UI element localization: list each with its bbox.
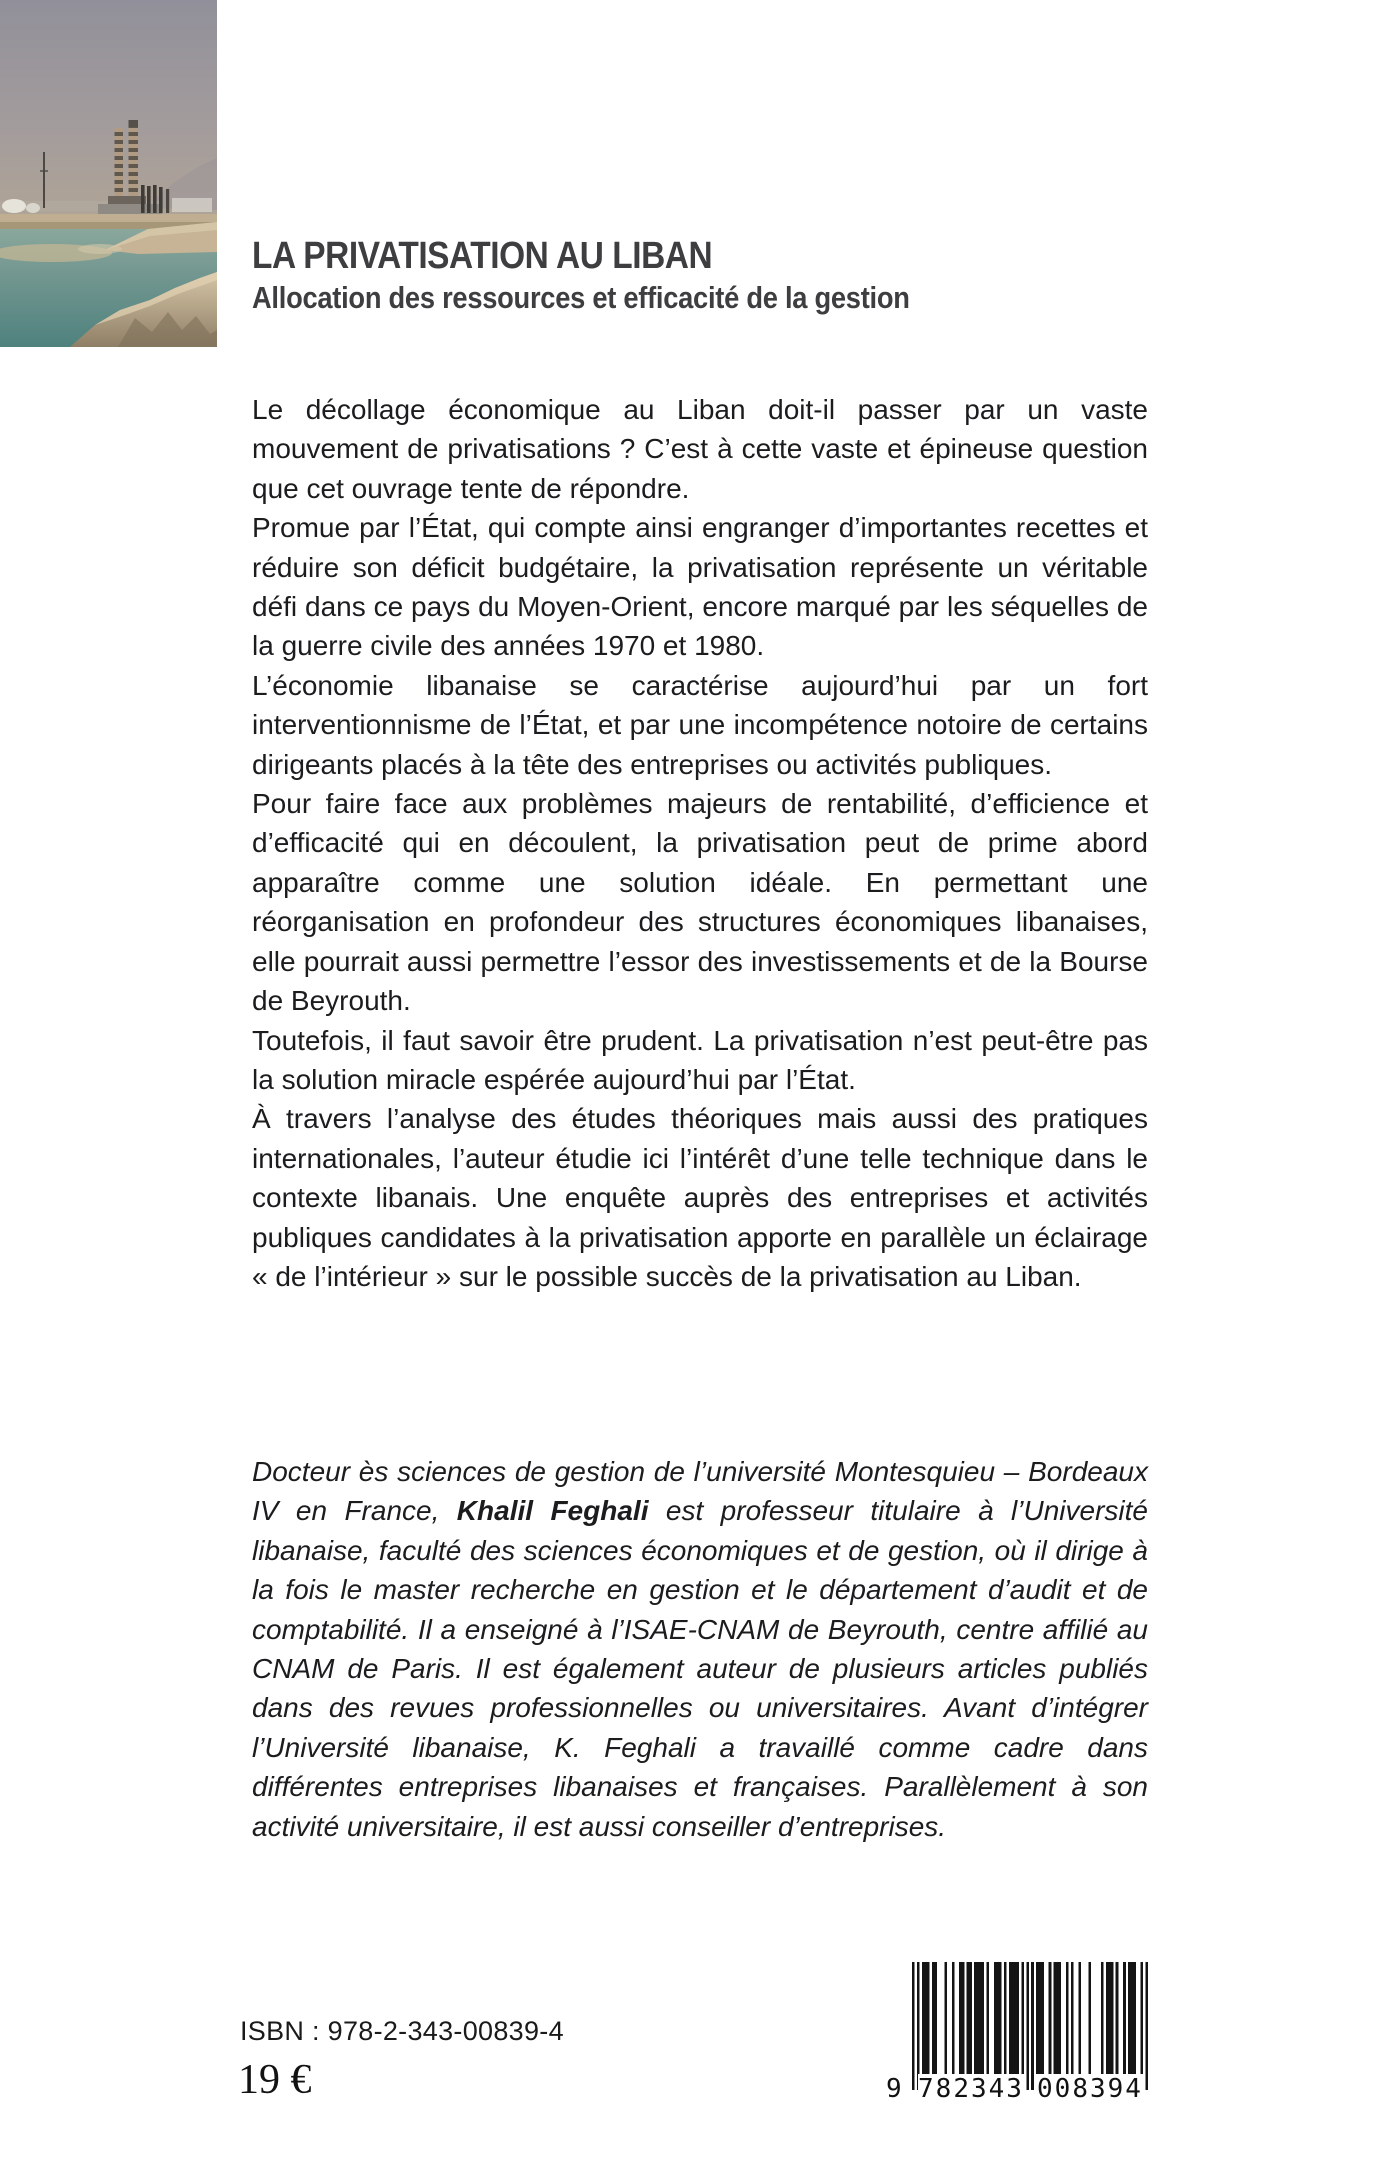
photo-stack-2 bbox=[147, 186, 151, 213]
synopsis-paragraph-2: Promue par l’État, qui compte ainsi engranger d’importantes recettes et réduire son déficit budgétaire, la privatisation représente un véritable défi dans ce pays du Moyen-Orient, encore marqué par les séquelles de la guerre civile des années 1970 et 1980. bbox=[252, 512, 1148, 662]
bio-rest: est professeur titulaire à l’Université libanaise, faculté des sciences économiques et de gestion, où il dirige à la fois le master recherche en gestion et le département d’audit et de comptabilité. Il a enseigné à l’ISAE-CNAM de Beyrouth, centre affilié au CNAM de Paris. Il est également auteur de plusieurs articles publiés dans des revues professionnelles ou universitaires. Avant d’intégrer l’Université libanaise, K. Feghali a travaillé comme cadre dans différentes entreprises libanaises et françaises. Parallèlement à son activité universitaire, il est aussi conseiller d’entreprises. bbox=[252, 1495, 1148, 1842]
cover-photo bbox=[0, 0, 217, 347]
title-block bbox=[252, 234, 1192, 316]
isbn-label: ISBN : 978-2-343-00839-4 bbox=[240, 2016, 564, 2046]
photo-mast-arm bbox=[40, 170, 48, 172]
page-title: LA PRIVATISATION AU LIBAN bbox=[252, 235, 713, 277]
photo-stack-3 bbox=[153, 185, 157, 213]
photo-plant-building-low bbox=[98, 204, 162, 215]
photo-stack-1 bbox=[141, 185, 145, 213]
barcode-digits-left: 782343 bbox=[918, 2074, 1024, 2104]
photo-plant-hall bbox=[172, 198, 212, 212]
synopsis-paragraph-5: Toutefois, il faut savoir être prudent. La privatisation n’est peut-être pas la solution miracle espérée aujourd’hui par l’État. bbox=[252, 1024, 1148, 1095]
synopsis-paragraph-1: Le décollage économique au Liban doit-il passer par un vaste mouvement de privatisations ? C’est à cette vaste et épineuse question que cet ouvrage tente de répondre. bbox=[252, 394, 1148, 504]
barcode bbox=[886, 1962, 1148, 2105]
author-bio-paragraph bbox=[252, 1452, 1148, 1846]
photo-storage-tank bbox=[2, 199, 26, 213]
synopsis-paragraph-3: L’économie libanaise se caractérise aujourd’hui par un fort interventionnisme de l’État, et par une incompétence notoire de certains dirigeants placés à la tête des entreprises ou activités publiques. bbox=[252, 669, 1148, 780]
barcode-digit-first: 9 bbox=[886, 2074, 902, 2104]
photo-storage-tank-small bbox=[26, 203, 40, 213]
cover-photo-scene bbox=[0, 0, 217, 347]
page-subtitle: Allocation des ressources et efficacité de la gestion bbox=[252, 280, 910, 315]
author-name: Khalil Feghali bbox=[456, 1495, 649, 1527]
photo-stack-4 bbox=[159, 187, 163, 213]
photo-chimney-cap bbox=[129, 120, 139, 127]
barcode-bars bbox=[912, 1962, 1148, 2090]
synopsis-paragraph-4: Pour faire face aux problèmes majeurs de rentabilité, d’efficience et d’efficacité qui en découlent, la privatisation peut de prime abord apparaître comme une solution idéale. En permettant une réorganisation en profondeur des structures économiques libanaises, elle pourrait aussi permettre l’essor des investissements et de la Bourse de Beyrouth. bbox=[252, 788, 1148, 1017]
barcode-digits-right: 008394 bbox=[1037, 2074, 1143, 2104]
photo-sand-plume-2 bbox=[78, 244, 122, 254]
synopsis bbox=[252, 390, 1148, 1296]
author-bio bbox=[252, 1452, 1148, 1846]
photo-stack-5 bbox=[166, 189, 169, 213]
synopsis-paragraph-6: À travers l’analyse des études théoriques mais aussi des pratiques internationales, l’auteur étudie ici l’intérêt d’une telle technique dans le contexte libanais. Une enquête auprès des entreprises et activités publiques candidates à la privatisation apporte en parallèle un éclairage « de l’intérieur » sur le possible succès de la privatisation au Liban. bbox=[252, 1103, 1148, 1292]
bio-lead: Docteur ès sciences de gestion de l’université Montesquieu – Bordeaux IV en France, bbox=[252, 1456, 1148, 1527]
price-label: 19 € bbox=[238, 2057, 312, 2103]
photo-mast bbox=[43, 152, 45, 208]
